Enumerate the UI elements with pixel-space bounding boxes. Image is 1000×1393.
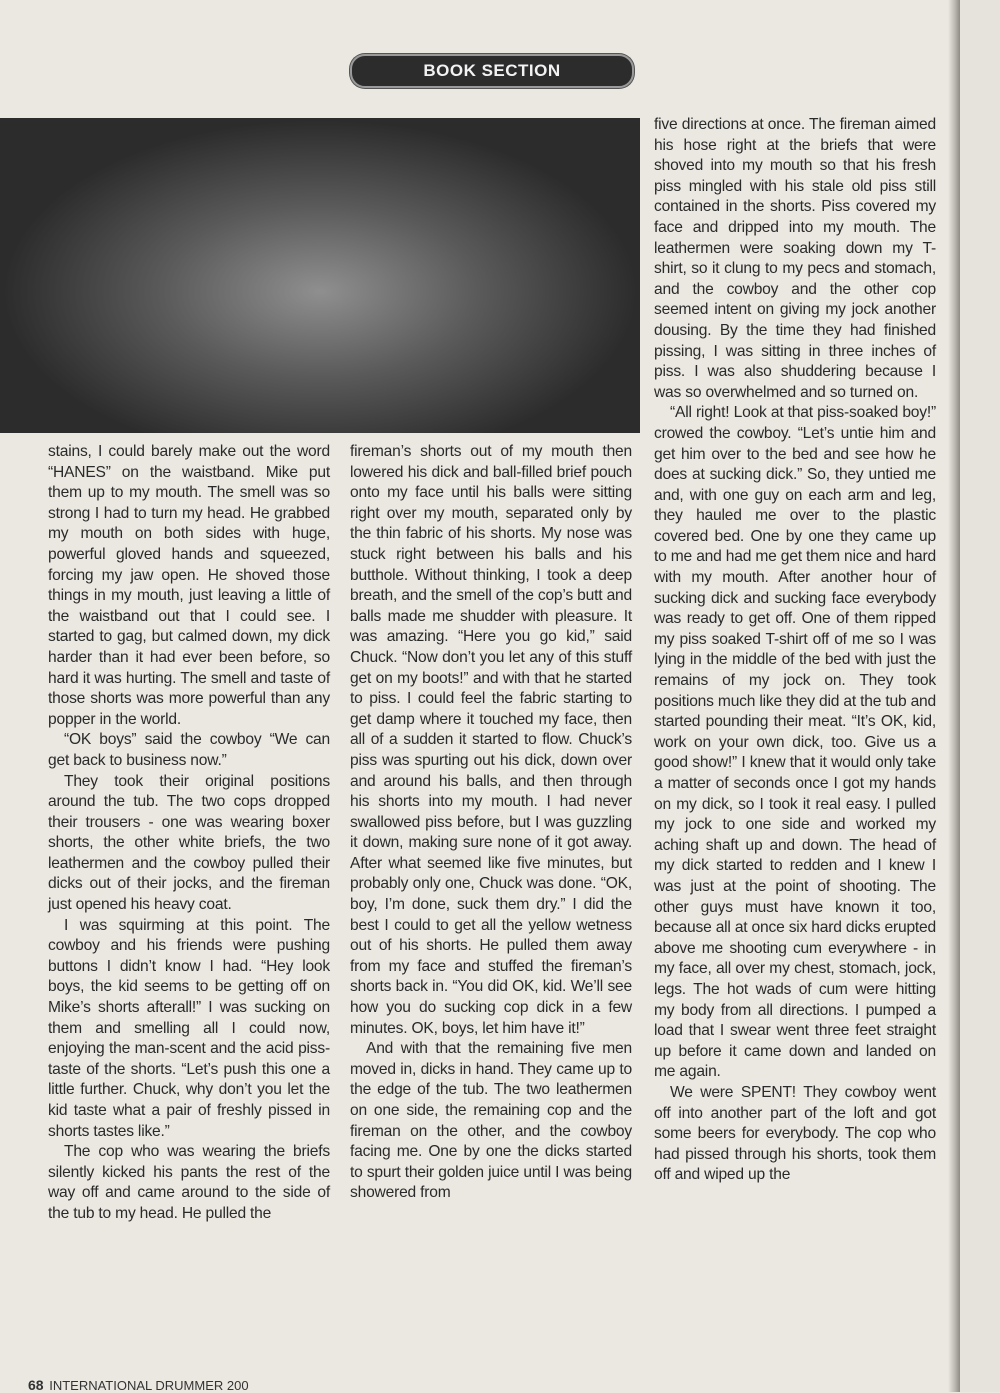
paragraph: “OK boys” said the cowboy “We can get back to business now.” — [48, 731, 330, 769]
page-gutter — [948, 0, 960, 1392]
page-footer — [28, 1377, 249, 1393]
facing-page-edge — [960, 0, 1000, 1392]
paragraph: I was squirming at this point. The cowboy and his friends were pushing buttons I didn’t know I had. “Hey look boys, the kid seems to be getting off on Mike’s shorts afterall!” I was sucking on them and smelling all I could now, enjoying the man-scent and the acid piss-taste of the shorts. “Let’s push this one a little further. Chuck, why don’t you let the kid taste what a pair of freshly pissed in shorts tastes like.” — [48, 916, 330, 1140]
section-header-badge — [350, 54, 634, 88]
paragraph: stains, I could barely make out the word “HANES” on the waistband. Mike put them up to my mouth. The smell was so strong I had to turn my head. He grabbed my mouth on both sides with huge, powerful gloved hands and squeezed, forcing my jaw open. He shoved those things in my mouth, just leaving a little of the waistband out that I could see. I started to gag, but calmed down, my dick harder than it had ever been before, so hard it was hurting. The smell and taste of those shorts was more powerful than any popper in the world. — [48, 443, 330, 728]
paragraph: And with that the remaining five men moved in, dicks in hand. They came up to the edge of the tub. The two leathermen on one side, the remaining cop and the fireman on the other, and the cowboy facing me. One by one the dicks started to spurt their golden juice until I was being showered from — [350, 1040, 632, 1202]
section-label: BOOK SECTION — [423, 61, 561, 80]
paragraph: We were SPENT! They cowboy went off into another part of the loft and got some beers for everybody. The cop who had pissed through his shorts, took them off and wiped up the — [654, 1083, 936, 1184]
paragraph: They took their original positions around the tub. The two cops dropped their trousers - one was wearing boxer shorts, the other white briefs, the two leathermen and the cowboy pulled their dicks out of their jocks, and the fireman just opened his heavy coat. — [48, 772, 330, 914]
paragraph: five directions at once. The fireman aimed his hose right at the briefs that were shoved into my mouth so that his fresh piss mingled with his stale old piss still contained in the shorts. Piss covered my face and dripped into my mouth. The leathermen were soaking down my T-shirt, so it clung to my pecs and stomach, and the cowboy and the other cop seemed intent on giving my jock another dousing. By the time they had finished pissing, I was sitting in three inches of piss. I was also shuddering because I was so overwhelmed and so turned on. — [654, 116, 936, 401]
text-column-1 — [48, 442, 330, 1225]
paragraph: “All right! Look at that piss-soaked boy!” crowed the cowboy. “Let’s untie him and get him over to the bed and see how he does at sucking dick.” So, they untied me and, with one guy on each arm and leg, they hauled me over to the plastic covered bed. One by one they came up to me and had me get them nice and hard with my mouth. After another hour of sucking dick and sucking face everybody was ready to get off. One of them ripped my piss soaked T-shirt off of me so I was lying in the middle of the bed with just the remains of my jock on. They took positions much like they did at the tub and started pounding their meat. “It’s OK, kid, work on your own dick, too. Give us a good show!” I knew that it would only take a matter of seconds once I got my hands on my dick, so I took it real easy. I pulled my jock to one side and worked my aching shaft up and down. The head of my dick started to redden and I knew I was just at the point of shooting. The other guys must have known it too, because all at once six hard dicks erupted above me shooting cum everywhere - in my face, all over my chest, stomach, jock, legs. The hot wads of cum were hitting my body from all directions. I pumped a load that I swear went three feet straight up before it came down and landed on me again. — [654, 404, 936, 1081]
text-column-2 — [350, 442, 632, 1204]
article-photo — [0, 118, 640, 433]
paragraph: The cop who was wearing the briefs silently kicked his pants the rest of the way off and came around to the side of the tub to my head. He pulled the — [48, 1143, 330, 1222]
paragraph: fireman’s shorts out of my mouth then lowered his dick and ball-filled brief pouch onto my face until his balls were sitting right over my mouth, separated only by the thin fabric of his shorts. My nose was stuck right between his balls and his butthole. Without thinking, I took a deep breath, and the smell of the cop’s butt and balls made me shudder with pleasure. It was amazing. “Here you go kid,” said Chuck. “Now don’t you let any of this stuff get on my boots!” and with that he started to piss. I could feel the fabric starting to get damp where it touched my face, then all of a sudden it started to flow. Chuck’s piss was spurting out his dick, down over and around his balls, and then through his shorts into my mouth. I had never swallowed piss before, but I was guzzling it down, making sure none of it got away. After what seemed like five minutes, but probably only one, Chuck was done. “OK, boy, I’m done, suck them dry.” I did the best I could to get all the yellow wetness out of his shorts. He pulled them away from my face and stuffed the fireman’s shorts back in. “You did OK, kid. We’ll see how you do sucking cop dick in a few minutes. OK, boys, let him have it!” — [350, 443, 632, 1037]
text-column-3 — [654, 115, 936, 1186]
page-number: 68 — [28, 1377, 44, 1393]
publication-name: INTERNATIONAL DRUMMER 200 — [49, 1378, 249, 1393]
